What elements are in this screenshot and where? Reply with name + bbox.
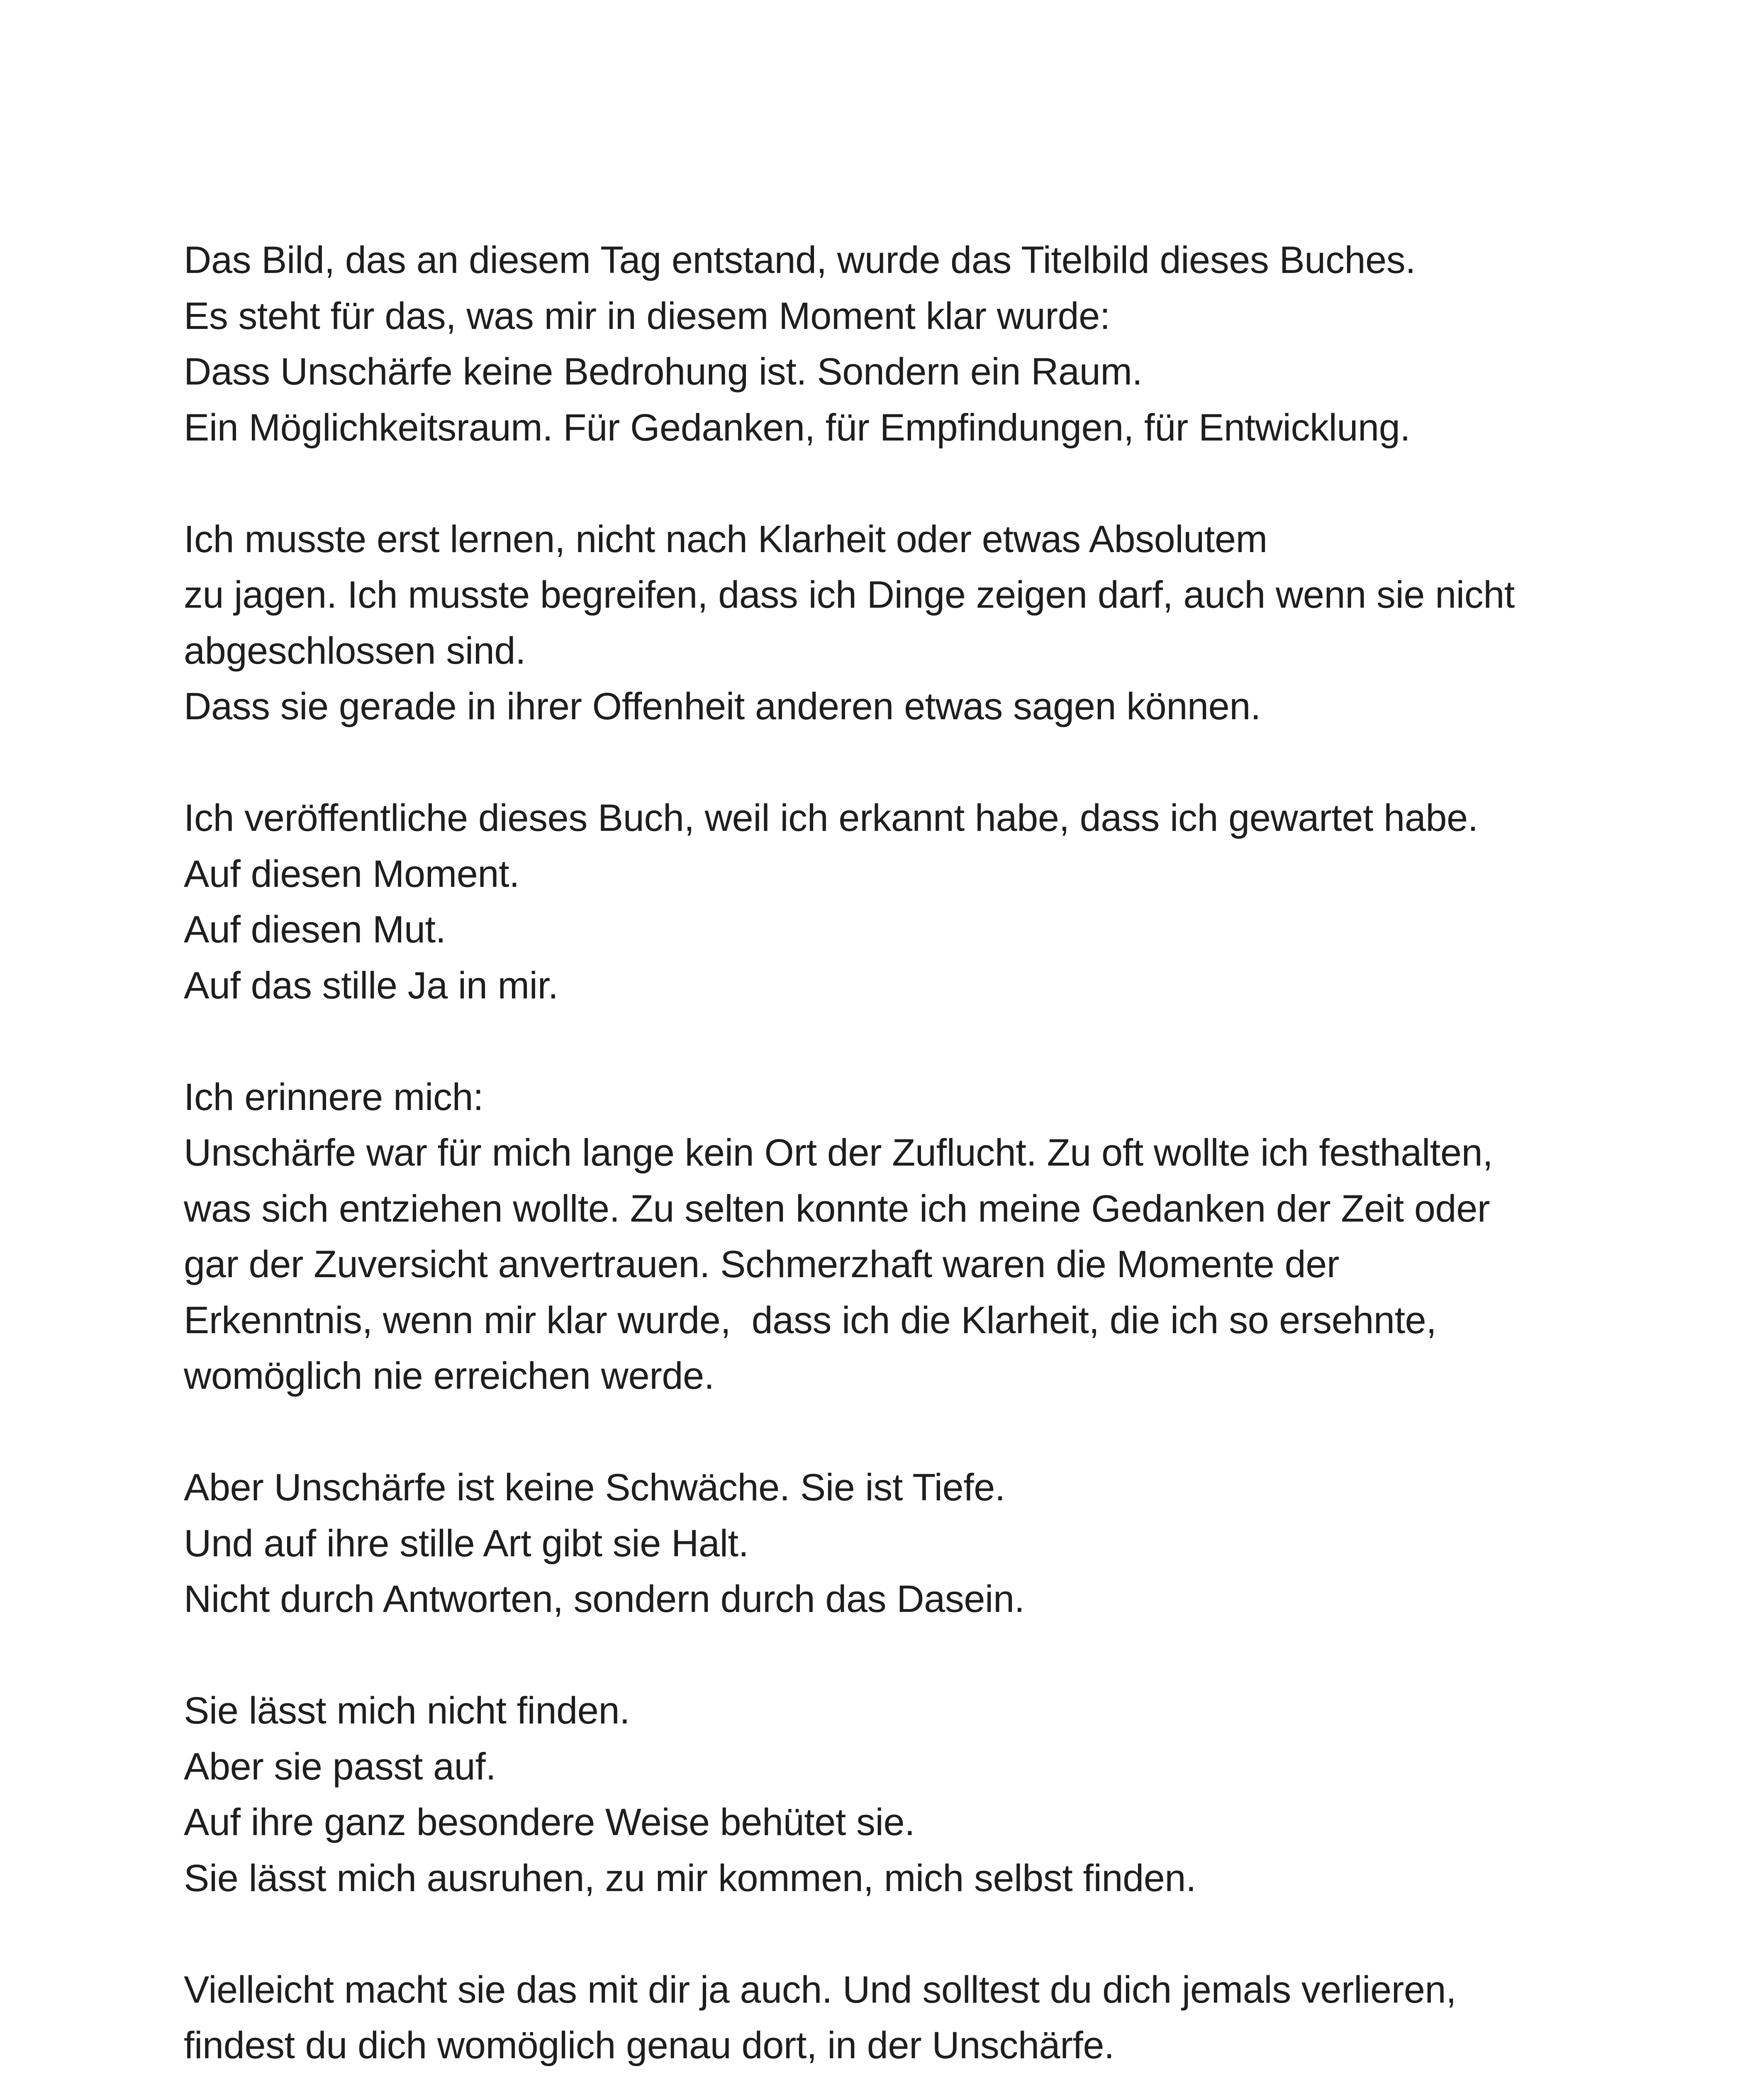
- text-line: Das Bild, das an diesem Tag entstand, wurde das Titelbild dieses Buches.: [184, 239, 1416, 281]
- text-line: gar der Zuversicht anvertrauen. Schmerzhaft waren die Momente der: [184, 1243, 1340, 1285]
- text-line: Ich erinnere mich:: [184, 1076, 484, 1118]
- text-line: Aber sie passt auf.: [184, 1745, 496, 1788]
- paragraph-5: [184, 1460, 1636, 1627]
- text-line: was sich entziehen wollte. Zu selten konnte ich meine Gedanken der Zeit oder: [184, 1187, 1490, 1230]
- text-line: zu jagen. Ich musste begreifen, dass ich Dinge zeigen darf, auch wenn sie nicht: [184, 574, 1515, 616]
- text-line: Dass sie gerade in ihrer Offenheit anderen etwas sagen können.: [184, 685, 1261, 728]
- text-line: Sie lässt mich ausruhen, zu mir kommen, mich selbst finden.: [184, 1857, 1196, 1899]
- text-line: Auf ihre ganz besondere Weise behütet sie.: [184, 1801, 915, 1843]
- text-line: Nicht durch Antworten, sondern durch das Dasein.: [184, 1578, 1025, 1620]
- text-line: findest du dich womöglich genau dort, in der Unschärfe.: [184, 2024, 1115, 2067]
- paragraph-7: [184, 1962, 1636, 2074]
- text-line: Es steht für das, was mir in diesem Moment klar wurde:: [184, 295, 1110, 337]
- text-line: Dass Unschärfe keine Bedrohung ist. Sondern ein Raum.: [184, 351, 1143, 393]
- text-line: Vielleicht macht sie das mit dir ja auch. Und solltest du dich jemals verlieren,: [184, 1968, 1457, 2011]
- text-line: Ich veröffentliche dieses Buch, weil ich erkannt habe, dass ich gewartet habe.: [184, 797, 1478, 839]
- text-line: abgeschlossen sind.: [184, 629, 526, 672]
- text-line: womöglich nie erreichen werde.: [184, 1355, 714, 1397]
- paragraph-3: [184, 790, 1636, 1013]
- text-line: Sie lässt mich nicht finden.: [184, 1689, 630, 1732]
- text-line: Auf das stille Ja in mir.: [184, 964, 558, 1007]
- paragraph-2: [184, 511, 1636, 735]
- paragraph-1: [184, 232, 1636, 455]
- text-line: Auf diesen Mut.: [184, 908, 446, 951]
- text-line: Und auf ihre stille Art gibt sie Halt.: [184, 1522, 749, 1565]
- text-line: Erkenntnis, wenn mir klar wurde, dass ich die Klarheit, die ich so ersehnte,: [184, 1299, 1437, 1341]
- text-line: Ein Möglichkeitsraum. Für Gedanken, für Empfindungen, für Entwicklung.: [184, 406, 1411, 449]
- paragraph-4: [184, 1069, 1636, 1404]
- paragraph-6: [184, 1683, 1636, 1906]
- text-line: Unschärfe war für mich lange kein Ort der Zuflucht. Zu oft wollte ich festhalten,: [184, 1132, 1493, 1174]
- text-line: Ich musste erst lernen, nicht nach Klarheit oder etwas Absolutem: [184, 518, 1267, 560]
- text-line: Auf diesen Moment.: [184, 852, 520, 895]
- text-line: Aber Unschärfe ist keine Schwäche. Sie ist Tiefe.: [184, 1466, 1006, 1509]
- body-text: [184, 232, 1636, 2074]
